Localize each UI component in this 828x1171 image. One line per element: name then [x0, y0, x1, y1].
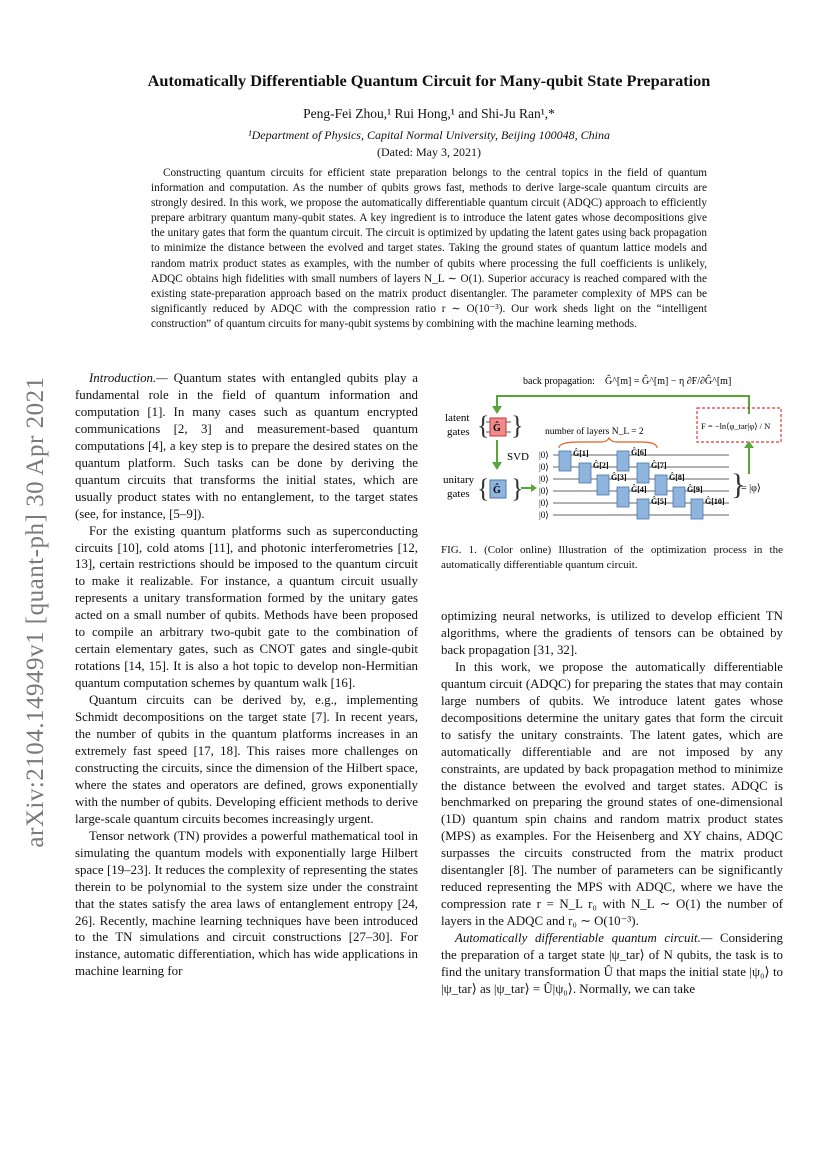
svg-text:Ĝ[4]: Ĝ[4] — [631, 485, 647, 494]
unitary-gates-label: gates — [447, 488, 470, 500]
layers-label: number of layers N_L = 2 — [545, 427, 644, 437]
left-paragraph: Tensor network (TN) provides a powerful mathematical tool in simulating the quantum models with exponentially large Hilbert space [19–23]. It reduces the complexity of representing the states therein to be polynomial to the system size under the constraint that the states satisfy the area laws of entanglement entropy [24, 26]. Recently, machine learning techniques have been introduced to the TN simulations and circuit constructions [27–30]. For instance, automatic differentiation, which has wide applications in machine learning for — [75, 828, 418, 979]
figure-caption: FIG. 1. (Color online) Illustration of the optimization process in the automatically differentiable quantum circuit. — [441, 544, 783, 571]
right-paragraph: optimizing neural networks, is utilized to develop efficient TN algorithms, where the gradients of tensors can be obtained by back propagation [31, 32]. — [441, 609, 783, 657]
arxiv-sidebar — [14, 352, 58, 872]
svg-text:Ĝ[2]: Ĝ[2] — [593, 461, 609, 470]
unitary-label: unitary — [443, 474, 475, 486]
svg-text:Ĝ: Ĝ — [493, 423, 501, 434]
abstract: Constructing quantum circuits for efficient state preparation belongs to the central topics in the field of quantum information and computation. As the number of qubits grows fast, methods to derive large-scale quantum circuits are strongly desired. In this work, we propose the automatically differentiable quantum circuit (ADQC) approach to efficiently prepare arbitrary quantum many-qubit states. A key ingredient is to introduce the latent gates whose decompositions give the unitary gates that form the quantum circuit. The circuit is optimized by updating the latent gates using back propagation to minimize the distance between the evolved and target states. Taking the ground states of quantum lattice models and random matrix product states as examples, with the number of qubits where processing the full coefficients is unlikely, ADQC obtains high fidelities with small numbers of layers N_L ∼ O(1). Superior accuracy is reached compared with the existing state-preparation approach based on the matrix product disentangler. The parameter complexity of MPS can be significantly reduced by ADQC with the compression ratio r ∼ O(10⁻³). Our work sheds light on the “intelligent construction” of quantum circuits for many-qubit systems by combining with the machine learning methods. — [151, 167, 707, 330]
qubit-wires — [539, 450, 549, 520]
paper-title: Automatically Differentiable Quantum Circuit for Many-qubit State Preparation — [147, 71, 711, 90]
svg-text:Ĝ[7]: Ĝ[7] — [651, 461, 667, 470]
output-state: = |φ⟩ — [741, 483, 761, 494]
svg-text:Ĝ: Ĝ — [493, 485, 501, 496]
paper-date: (Dated: May 3, 2021) — [377, 145, 481, 159]
svg-text:Ĝ[1]: Ĝ[1] — [573, 449, 589, 458]
back-propagation-label: back propagation: — [523, 376, 595, 387]
svg-text:Ĝ[8]: Ĝ[8] — [669, 473, 685, 482]
svg-text:Ĝ[9]: Ĝ[9] — [687, 485, 703, 494]
ket-zero: |0⟩ — [539, 450, 549, 460]
paper-authors: Peng-Fei Zhou,¹ Rui Hong,¹ and Shi-Ju Ran¹,* — [303, 106, 555, 121]
svg-text:}: } — [511, 474, 524, 503]
svg-text:Ĝ[6]: Ĝ[6] — [631, 448, 647, 457]
svg-text:}: } — [511, 411, 524, 440]
latent-label: latent — [445, 412, 470, 424]
svg-text:Ĝ[3]: Ĝ[3] — [611, 473, 627, 482]
right-paragraph: Automatically differentiable quantum circuit.— Considering the preparation of a target state |ψ_tar⟩ of N qubits, the task is to find the unitary transformation Û that maps the initial state |ψ₀⟩ to |ψ_tar⟩ as |ψ_tar⟩ = Û|ψ₀⟩. Normally, we can take — [441, 931, 783, 996]
left-paragraph: Introduction.— Quantum states with entangled qubits play a fundamental role in the field of quantum information and computation [1]. In many cases such as quantum encrypted communications [2, 3] and measurement-based quantum computations [4], a key step is to prepare the desired states on the quantum platform. Such tasks can be done by deriving the quantum circuits that transforms the initial states, which are usually product states with no entanglement, to the target states (see, for instance, [5–9]). — [75, 371, 418, 521]
left-column — [75, 370, 418, 980]
latent-gates-label: gates — [447, 426, 470, 438]
loss-function: F = −ln⟨φ_tar|φ⟩ / N — [701, 421, 771, 431]
feedback-arrow — [497, 396, 749, 414]
right-column — [441, 608, 783, 998]
ket-zero: |0⟩ — [539, 462, 549, 472]
left-paragraph: Quantum circuits can be derived by, e.g., implementing Schmidt decompositions on the target state [7]. In recent years, the number of qubits in the quantum platforms increases in an extremely fast speed [17, 18]. This raises more challenges on constructing the circuits, since the dimension of the Hilbert space, where the states and operators are defined, grows exponentially with the number of qubits. Developing efficient methods to derive large-scale quantum circuits becomes increasingly urgent. — [75, 693, 418, 826]
svg-text:}: } — [731, 468, 746, 501]
ket-zero: |0⟩ — [539, 486, 549, 496]
ket-zero: |0⟩ — [539, 510, 549, 520]
svd-label: SVD — [507, 451, 530, 463]
svg-text:Ĝ[5]: Ĝ[5] — [651, 497, 667, 506]
svg-text:{: { — [477, 411, 490, 440]
left-paragraph: For the existing quantum platforms such as superconducting circuits [10], cold atoms [11], and photonic interferometries [12, 13], certain restrictions should be imposed to the quantum circuit to make it realizable. For instance, a quantum circuit usually represents a unitary transformation formed by the unitary gates acted on a small number of qubits. Methods have been proposed to compile an arbitrary two-qubit gate to the combination of certain elementary gates, such as CNOT gates and single-qubit rotations [14, 15]. It is also a hot topic to develop non-Hermitian quantum computation schemes by quantum walk [16]. — [75, 523, 418, 691]
update-rule: Ĝ^[m] = Ĝ^[m] − η ∂F/∂Ĝ^[m] — [605, 376, 732, 387]
right-paragraph: In this work, we propose the automatically differentiable quantum circuit (ADQC) for preparing the states that may contain large numbers of qubits. We introduce latent gates whose decompositions determine the unitary gates that form the circuit to satisfy the unitary constraints. The latent gates, which are automatically differentiable and are not imposed by any constraints, are updated by back propagation method to minimize the distance between the evolved and target states. ADQC is benchmarked on preparing the ground states of one-dimensional (1D) quantum spin chains and random matrix product states (MPS) as examples. For the Heisenberg and XY chains, ADQC surpasses the circuits constructed from the matrix product disentangler [8]. The number of parameters can be significantly reduced representing the MPS with ADQC, where we have the compression rate r = N_L r₀ with N_L ∼ O(1) the number of layers in the ADQC and r₀ ∼ O(10⁻³). — [441, 659, 783, 929]
paper-affiliation: ¹Department of Physics, Capital Normal University, Beijing 100048, China — [248, 128, 610, 142]
svg-text:Ĝ[10]: Ĝ[10] — [705, 497, 725, 506]
figure-circuit-diagram — [441, 364, 783, 532]
arxiv-identifier: arXiv:2104.14949v1 [quant-ph] 30 Apr 2021 — [22, 376, 49, 848]
ket-zero: |0⟩ — [539, 474, 549, 484]
ket-zero: |0⟩ — [539, 498, 549, 508]
svg-text:{: { — [477, 474, 490, 503]
